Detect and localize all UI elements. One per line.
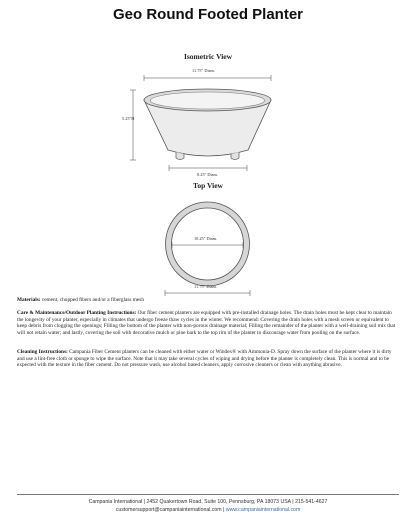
page-title: Geo Round Footed Planter [113,6,303,23]
materials-text: cement, chopped fibers and/or a fiberglass mesh [40,297,144,303]
care-paragraph [17,310,399,336]
materials-label: Materials: [17,297,41,303]
care-label: Care & Maintenance/Outdoor Planting Instructions: [17,310,137,316]
inner-diameter-label: 10.25" Diam. [194,236,218,241]
outer-diameter-label: 11.75" Diam. [194,284,217,289]
base-diameter-label: 8.25" Diam. [197,172,218,177]
footer-rule [17,494,399,495]
base-diameter-dimension [169,165,247,171]
top-view-ring [166,202,250,286]
top-diameter-dimension [144,75,271,81]
outer-diameter-dimension [165,290,250,296]
materials-paragraph [17,297,399,304]
cleaning-paragraph [17,349,399,369]
care-text: Our fiber cement planters are equipped with pre-installed drainage holes. The drain holes must be kept clear to maintain the longevity of your planter, especially in climates that undergo freeze thaw cycles in the winter. We recommend: Covering the drain holes with a mesh screen or equivalent to keep debris from clogging the openings; Filling the bottom of the planter with non-porous drainage material; Filling the remainder of the planter with a well-draining soil mix that will not retain water; and lastly, covering the soil with decorative mulch or pine bark to the top rim of the planter to discourage water from pooling on the surface. [17,310,396,336]
cleaning-text: Campania Fiber Cement planters can be cleaned with either water or Windex® with Ammonia-D. Spray down the surface of the planter where it is dirty and use a lint-free cloth or sponge to wipe the surface. Note that it may take several cycles of wiping and drying before the planter is completely clean. This is normal and to be expected with the texture in the fiber cement. Do not pressure wash, use alcohol based cleaners, apply corrosive cleaners or clean with anything abrasive. [17,349,392,369]
top-diameter-label: 11.75" Diam. [192,68,215,73]
footer-contact [0,507,416,513]
height-dimension [130,90,136,160]
top-view-heading: Top View [193,181,223,190]
isometric-planter [144,89,271,160]
height-label: 5.25"H [122,116,135,121]
cleaning-label: Cleaning Instructions: [17,349,68,355]
isometric-view-heading: Isometric View [183,52,233,61]
footer-email[interactable]: customersupport@campaniainternational.com | [115,507,226,513]
footer-address: Campania International | 2452 Quakertown Road, Suite 100, Pennsburg, PA 18073 USA | 215-541-4627 [88,499,328,505]
footer-website-link[interactable]: www.campaniainternational.com [225,507,301,513]
